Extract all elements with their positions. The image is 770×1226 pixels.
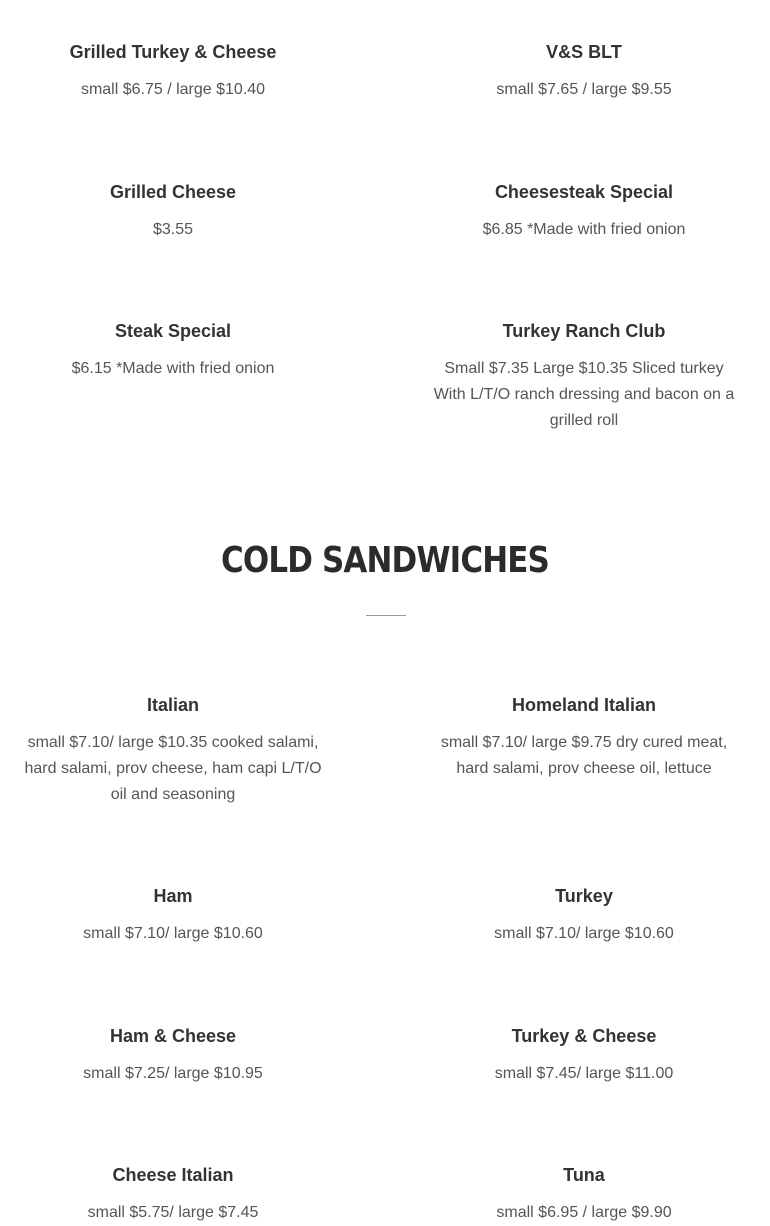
menu-item-name: Ham & Cheese xyxy=(109,1026,237,1046)
menu-item-name: Turkey & Cheese xyxy=(511,1026,657,1046)
section-divider xyxy=(366,615,406,616)
menu-item-name: Turkey xyxy=(555,886,613,906)
menu-item-description: small $7.10/ large $10.35 cooked salami, hard salami, prov cheese, ham capi L/T/O oil and seasoning xyxy=(24,734,322,803)
menu-item-description: small $7.10/ large $10.60 xyxy=(494,925,674,942)
menu-item-turkey xyxy=(429,885,739,947)
menu-item-name: Ham xyxy=(153,886,193,906)
menu-item-homeland-italian xyxy=(429,694,739,782)
menu-item-description: small $7.25/ large $10.95 xyxy=(83,1065,263,1082)
menu-item-tuna xyxy=(429,1164,739,1226)
menu-item-ham xyxy=(18,885,328,947)
menu-item-description: small $7.45/ large $11.00 xyxy=(494,1065,674,1082)
menu-item-name: Grilled Cheese xyxy=(109,182,237,202)
menu-item-name: Tuna xyxy=(563,1165,605,1185)
menu-item-italian xyxy=(18,694,328,808)
menu-item-name: Homeland Italian xyxy=(511,695,657,715)
menu-item-description: $3.55 xyxy=(152,221,194,238)
menu-item-description: small $6.95 / large $9.90 xyxy=(496,1204,672,1221)
menu-item-ham-cheese xyxy=(18,1025,328,1087)
menu-item-steak-special xyxy=(18,320,328,382)
menu-item-name: Steak Special xyxy=(114,321,232,341)
menu-item-name: Cheese Italian xyxy=(112,1165,234,1185)
menu-item-cheesesteak-special xyxy=(429,181,739,243)
section-title: COLD SANDWICHES xyxy=(221,540,549,581)
menu-item-name: V&S BLT xyxy=(546,42,622,62)
menu-item-grilled-cheese xyxy=(18,181,328,243)
menu-item-turkey-ranch-club xyxy=(429,320,739,434)
menu-item-name: Grilled Turkey & Cheese xyxy=(69,42,277,62)
menu-item-cheese-italian xyxy=(18,1164,328,1226)
menu-item-description: small $6.75 / large $10.40 xyxy=(80,81,266,98)
menu-item-vs-blt xyxy=(429,41,739,103)
menu-item-grilled-turkey-cheese xyxy=(18,41,328,103)
menu-item-turkey-cheese xyxy=(429,1025,739,1087)
menu-item-name: Turkey Ranch Club xyxy=(502,321,666,341)
menu-item-description: small $5.75/ large $7.45 xyxy=(87,1204,259,1221)
menu-item-name: Cheesesteak Special xyxy=(494,182,674,202)
menu-item-name: Italian xyxy=(146,695,199,715)
menu-item-description: small $7.10/ large $10.60 xyxy=(83,925,263,942)
menu-item-description: Small $7.35 Large $10.35 Sliced turkey With L/T/O ranch dressing and bacon on a grilled roll xyxy=(433,360,735,429)
menu-item-description: small $7.65 / large $9.55 xyxy=(496,81,672,98)
menu-item-description: $6.85 *Made with fried onion xyxy=(482,221,686,238)
menu-item-description: small $7.10/ large $9.75 dry cured meat, hard salami, prov cheese oil, lettuce xyxy=(440,734,728,777)
menu-item-description: $6.15 *Made with fried onion xyxy=(71,360,275,377)
